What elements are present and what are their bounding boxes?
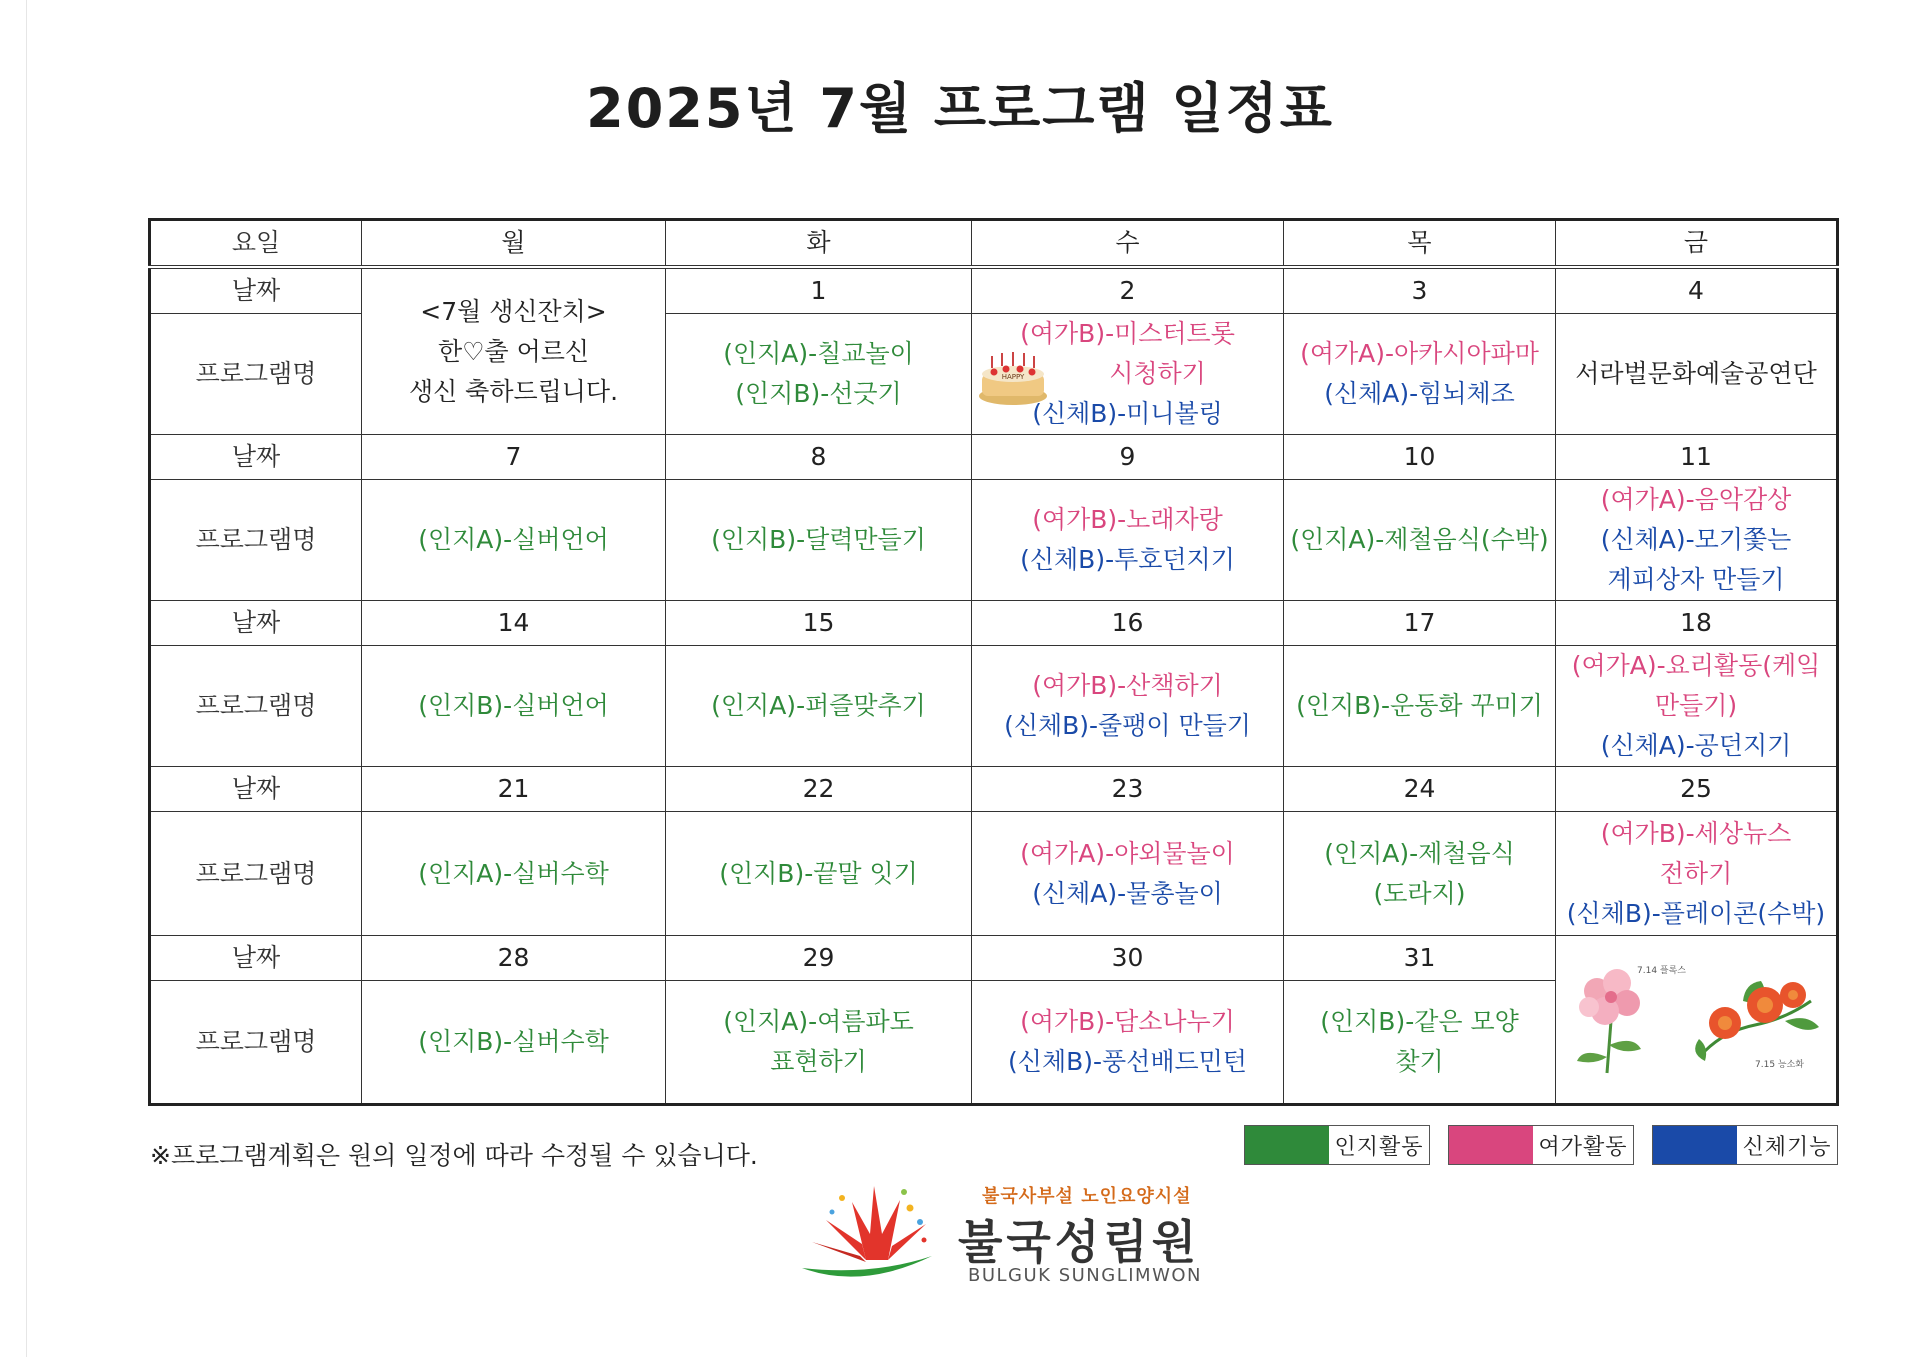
program-wed xyxy=(972,981,1284,1105)
legend-label: 신체기능 xyxy=(1742,1134,1832,1160)
birthday-cell xyxy=(362,267,666,435)
program-line: 표현하기 xyxy=(770,1047,867,1076)
program-line: (신체B)-미니볼링 xyxy=(1032,399,1223,428)
program-tue xyxy=(666,480,972,601)
program-line: (인지B)-달력만들기 xyxy=(711,525,926,554)
date-label: 날짜 xyxy=(150,601,362,646)
program-thu xyxy=(1284,480,1556,601)
program-line: (인지A)-퍼즐맞추기 xyxy=(711,691,926,720)
date-mon: 28 xyxy=(362,936,666,981)
logo-english-name: BULGUK SUNGLIMWON xyxy=(968,1265,1203,1286)
legend-physical xyxy=(1652,1125,1838,1165)
date-fri: 18 xyxy=(1556,601,1838,646)
flower-illustrations xyxy=(1560,961,1832,1079)
program-line: (여가A)-요리활동(케잌 xyxy=(1571,651,1821,680)
date-thu: 17 xyxy=(1284,601,1556,646)
date-tue: 22 xyxy=(666,767,972,812)
program-line: (여가B)-담소나누기 xyxy=(1020,1007,1235,1036)
logo-subtitle: 불국사부설 노인요양시설 xyxy=(982,1186,1192,1207)
program-wed xyxy=(972,812,1284,936)
program-mon xyxy=(362,812,666,936)
program-line: (여가B)-노래자랑 xyxy=(1032,505,1223,534)
date-fri: 4 xyxy=(1556,267,1838,314)
date-wed: 2 xyxy=(972,267,1284,314)
program-label: 프로그램명 xyxy=(150,812,362,936)
weekday-wed: 수 xyxy=(972,220,1284,268)
legend-leisure xyxy=(1448,1125,1634,1165)
program-fri xyxy=(1556,314,1838,435)
legend-label: 인지활동 xyxy=(1334,1134,1424,1160)
program-thu xyxy=(1284,812,1556,936)
date-tue: 15 xyxy=(666,601,972,646)
page-edge xyxy=(26,0,27,1357)
program-row xyxy=(150,812,1838,936)
flower-illustration-cell xyxy=(1556,936,1838,1105)
program-label: 프로그램명 xyxy=(150,314,362,435)
program-fri xyxy=(1556,646,1838,767)
lotus-icon xyxy=(792,1172,942,1292)
weekday-label: 요일 xyxy=(150,220,362,268)
program-tue xyxy=(666,646,972,767)
birthday-cake-icon xyxy=(976,348,1050,406)
program-wed xyxy=(972,314,1284,435)
program-line: (인지B)-운동화 꾸미기 xyxy=(1296,691,1543,720)
weekday-thu: 목 xyxy=(1284,220,1556,268)
date-thu: 10 xyxy=(1284,435,1556,480)
program-line: (신체B)-줄팽이 만들기 xyxy=(1004,711,1251,740)
date-wed: 30 xyxy=(972,936,1284,981)
program-label: 프로그램명 xyxy=(150,646,362,767)
program-line: (신체B)-플레이콘(수박) xyxy=(1566,898,1826,928)
program-fri xyxy=(1556,480,1838,601)
date-row xyxy=(150,936,1838,981)
legend-swatch-green xyxy=(1245,1126,1329,1164)
program-label: 프로그램명 xyxy=(150,981,362,1105)
date-mon: 21 xyxy=(362,767,666,812)
weekday-row xyxy=(150,220,1838,268)
program-wed xyxy=(972,480,1284,601)
program-line: (신체B)-풍선배드민턴 xyxy=(1008,1047,1247,1076)
program-line: (인지B)-끝말 잇기 xyxy=(719,858,918,888)
program-line: (여가B)-미스터트롯 xyxy=(1020,319,1235,348)
program-label: 프로그램명 xyxy=(150,480,362,601)
schedule-note: ※프로그램계획은 원의 일정에 따라 수정될 수 있습니다. xyxy=(150,1141,758,1170)
facility-logo xyxy=(792,1172,1212,1292)
program-line: 시청하기 xyxy=(1109,359,1206,388)
program-mon xyxy=(362,981,666,1105)
program-tue xyxy=(666,314,972,435)
program-line: (여가A)-아카시아파마 xyxy=(1300,339,1539,368)
cake-text: HAPPY xyxy=(1001,373,1025,381)
program-thu xyxy=(1284,646,1556,767)
program-row xyxy=(150,646,1838,767)
date-thu: 24 xyxy=(1284,767,1556,812)
date-mon: 14 xyxy=(362,601,666,646)
program-mon xyxy=(362,646,666,767)
date-tue: 8 xyxy=(666,435,972,480)
program-line: (도라지) xyxy=(1373,878,1466,908)
program-line: (인지A)-여름파도 xyxy=(723,1007,914,1036)
program-row xyxy=(150,480,1838,601)
program-line: (여가A)-음악감상 xyxy=(1600,485,1792,514)
date-label: 날짜 xyxy=(150,267,362,314)
date-mon: 7 xyxy=(362,435,666,480)
date-row xyxy=(150,267,1838,314)
page-title: 2025년 7월 프로그램 일정표 xyxy=(586,77,1334,140)
weekday-mon: 월 xyxy=(362,220,666,268)
legend-swatch-blue xyxy=(1653,1126,1737,1164)
program-line: 전하기 xyxy=(1659,858,1733,888)
program-line: 서라벌문화예술공연단 xyxy=(1575,359,1817,388)
logo-name: 불국성림원 xyxy=(958,1215,1201,1269)
date-wed: 16 xyxy=(972,601,1284,646)
birthday-text: 한♡출 어르신 xyxy=(437,336,590,366)
program-line: 찾기 xyxy=(1395,1047,1444,1076)
program-line: (인지A)-실버언어 xyxy=(418,525,609,554)
program-line: 만들기) xyxy=(1654,691,1738,720)
program-fri xyxy=(1556,812,1838,936)
program-line: (신체B)-투호던지기 xyxy=(1020,545,1235,574)
trumpet-creeper-caption: 7.15 능소화 xyxy=(1755,1059,1804,1070)
birthday-text: <7월 생신잔치> xyxy=(420,296,607,326)
program-line: (인지A)-제철음식(수박) xyxy=(1290,525,1549,554)
program-line: (여가B)-세상뉴스 xyxy=(1600,818,1792,848)
program-line: 계피상자 만들기 xyxy=(1607,565,1785,594)
program-line: (인지A)-제철음식 xyxy=(1324,838,1515,868)
program-line: (인지A)-실버수학 xyxy=(418,858,609,888)
date-row xyxy=(150,435,1838,480)
birthday-text: 생신 축하드립니다. xyxy=(408,376,619,406)
program-mon xyxy=(362,480,666,601)
program-line: (인지B)-같은 모양 xyxy=(1320,1007,1519,1036)
date-fri: 25 xyxy=(1556,767,1838,812)
date-label: 날짜 xyxy=(150,435,362,480)
phlox-flower-icon xyxy=(1567,961,1686,1079)
program-tue xyxy=(666,981,972,1105)
date-thu: 3 xyxy=(1284,267,1556,314)
legend-swatch-pink xyxy=(1449,1126,1533,1164)
program-line: (신체A)-공던지기 xyxy=(1600,731,1792,760)
phlox-caption: 7.14 플록스 xyxy=(1637,965,1686,976)
program-line: (여가A)-야외물놀이 xyxy=(1020,838,1235,868)
date-label: 날짜 xyxy=(150,767,362,812)
program-line: (인지B)-선긋기 xyxy=(735,379,902,408)
schedule-table xyxy=(148,218,1839,1106)
date-tue: 1 xyxy=(666,267,972,314)
weekday-fri: 금 xyxy=(1556,220,1838,268)
date-tue: 29 xyxy=(666,936,972,981)
program-line: (인지A)-칠교놀이 xyxy=(723,339,914,368)
legend-cognitive xyxy=(1244,1125,1430,1165)
date-label: 날짜 xyxy=(150,936,362,981)
trumpet-creeper-flower-icon xyxy=(1685,961,1825,1079)
program-line: (신체A)-모기쫓는 xyxy=(1600,525,1792,554)
program-line: (신체A)-힘뇌체조 xyxy=(1324,379,1515,408)
weekday-tue: 화 xyxy=(666,220,972,268)
program-line: (인지B)-실버언어 xyxy=(418,691,609,720)
date-wed: 23 xyxy=(972,767,1284,812)
date-row xyxy=(150,601,1838,646)
legend-label: 여가활동 xyxy=(1538,1134,1628,1160)
date-wed: 9 xyxy=(972,435,1284,480)
program-line: (인지B)-실버수학 xyxy=(418,1027,609,1056)
program-wed xyxy=(972,646,1284,767)
program-thu xyxy=(1284,981,1556,1105)
date-row xyxy=(150,767,1838,812)
date-fri: 11 xyxy=(1556,435,1838,480)
program-tue xyxy=(666,812,972,936)
program-thu xyxy=(1284,314,1556,435)
program-line: (신체A)-물총놀이 xyxy=(1032,878,1223,908)
program-line: (여가B)-산책하기 xyxy=(1032,671,1223,700)
date-thu: 31 xyxy=(1284,936,1556,981)
